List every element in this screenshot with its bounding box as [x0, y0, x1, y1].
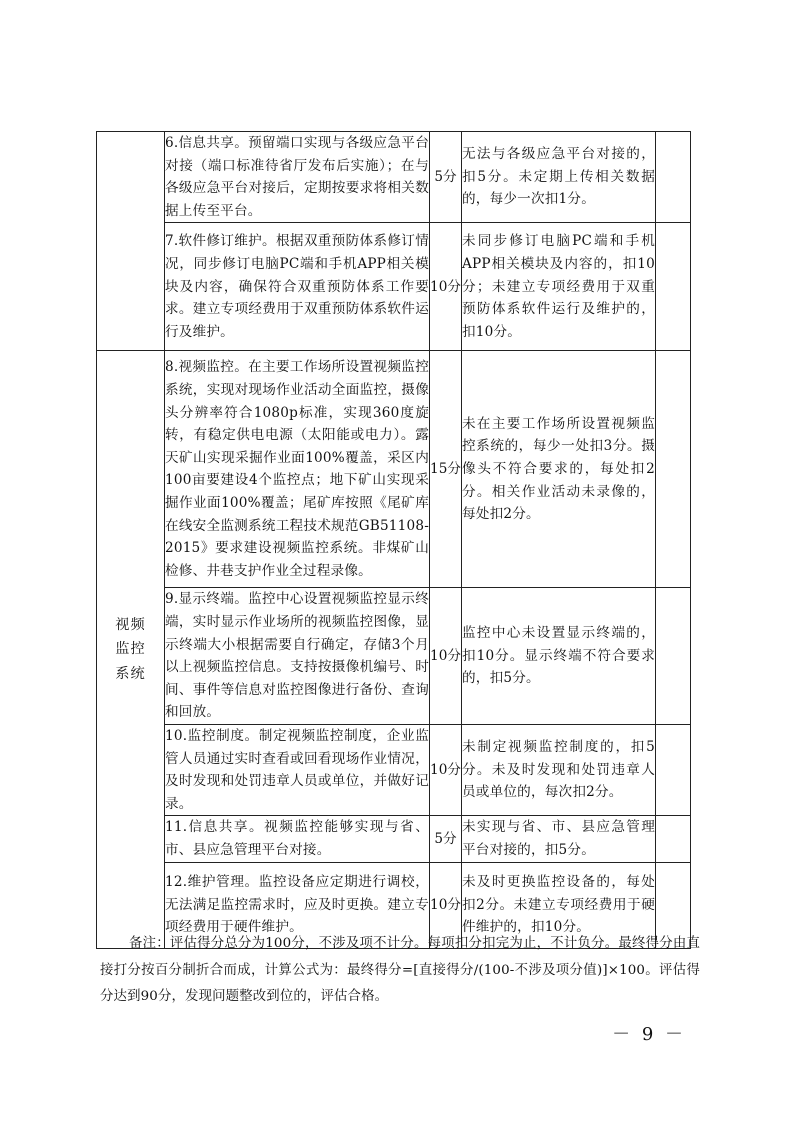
points-cell: 10分	[430, 724, 462, 815]
table-row	[97, 351, 691, 588]
requirement-cell: 10.监控制度。制定视频监控制度，企业监管人员通过实时查看或回看现场作业情况，及时发现和处罚违章人员或单位，并做好记录。	[165, 724, 430, 815]
table-row	[97, 132, 691, 223]
score-cell	[656, 351, 691, 588]
table-row	[97, 724, 691, 815]
table-note: 备注：评估得分总分为100分，不涉及项不计分。每项扣分扣完为止，不计负分。最终得分由直接打分按百分制折合而成，计算公式为：最终得分=[直接得分/(100-不涉及项分值)]×100。评估得分达到90分，发现问题整改到位的，评估合格。	[100, 936, 700, 1005]
requirement-cell: 11.信息共享。视频监控能够实现与省、市、县应急管理平台对接。	[165, 816, 430, 862]
points-cell: 5分	[430, 816, 462, 862]
page-number: － 9 －	[612, 1024, 686, 1045]
assessment-table	[96, 131, 691, 949]
category-label: 视频监控系统	[115, 616, 146, 682]
criteria-cell: 未同步修订电脑PC端和手机APP相关模块及内容的，扣10分；未建立专项经费用于双重预防体系软件运行及维护的，扣10分。	[462, 223, 656, 351]
category-cell-continued	[97, 132, 165, 351]
requirement-cell: 8.视频监控。在主要工作场所设置视频监控系统，实现对现场作业活动全面监控，摄像头分辨率符合1080p标准，实现360度旋转，有稳定供电电源（太阳能或电力）。露天矿山实现采掘作业面100%覆盖，采区内100亩要建设4个监控点；地下矿山实现采掘作业面100%覆盖；尾矿库按照《尾矿库在线安全监测系统工程技术规范GB51108-2015》要求建设视频监控系统。非煤矿山检修、井巷支护作业全过程录像。	[165, 351, 430, 588]
criteria-cell: 无法与各级应急平台对接的，扣5分。未定期上传相关数据的，每少一次扣1分。	[462, 132, 656, 223]
requirement-cell: 12.维护管理。监控设备应定期进行调校，无法满足监控需求时，应及时更换。建立专项经费用于硬件维护。	[165, 862, 430, 948]
score-cell	[656, 816, 691, 862]
criteria-cell: 监控中心未设置显示终端的，扣10分。显示终端不符合要求的，扣5分。	[462, 588, 656, 725]
points-cell: 10分	[430, 588, 462, 725]
score-cell	[656, 132, 691, 223]
category-cell	[97, 351, 165, 948]
requirement-cell: 6.信息共享。预留端口实现与各级应急平台对接（端口标准待省厅发布后实施）；在与各级应急平台对接后，定期按要求将相关数据上传至平台。	[165, 132, 430, 223]
score-cell	[656, 223, 691, 351]
table-row	[97, 223, 691, 351]
criteria-cell: 未制定视频监控制度的，扣5分。未及时发现和处罚违章人员或单位的，每次扣2分。	[462, 724, 656, 815]
table-row	[97, 816, 691, 862]
score-cell	[656, 588, 691, 725]
points-cell: 10分	[430, 862, 462, 948]
points-cell: 10分	[430, 223, 462, 351]
criteria-cell: 未及时更换监控设备的，每处扣2分。未建立专项经费用于硬件维护的，扣10分。	[462, 862, 656, 948]
points-cell: 15分	[430, 351, 462, 588]
requirement-cell: 7.软件修订维护。根据双重预防体系修订情况，同步修订电脑PC端和手机APP相关模块及内容，确保符合双重预防体系工作要求。建立专项经费用于双重预防体系软件运行及维护。	[165, 223, 430, 351]
points-cell: 5分	[430, 132, 462, 223]
score-cell	[656, 724, 691, 815]
requirement-cell: 9.显示终端。监控中心设置视频监控显示终端，实时显示作业场所的视频监控图像，显示终端大小根据需要自行确定，存储3个月以上视频监控信息。支持按摄像机编号、时间、事件等信息对监控图像进行备份、查询和回放。	[165, 588, 430, 725]
table-row	[97, 588, 691, 725]
criteria-cell: 未在主要工作场所设置视频监控系统的，每少一处扣3分。摄像头不符合要求的，每处扣2分。相关作业活动未录像的，每处扣2分。	[462, 351, 656, 588]
criteria-cell: 未实现与省、市、县应急管理平台对接的，扣5分。	[462, 816, 656, 862]
